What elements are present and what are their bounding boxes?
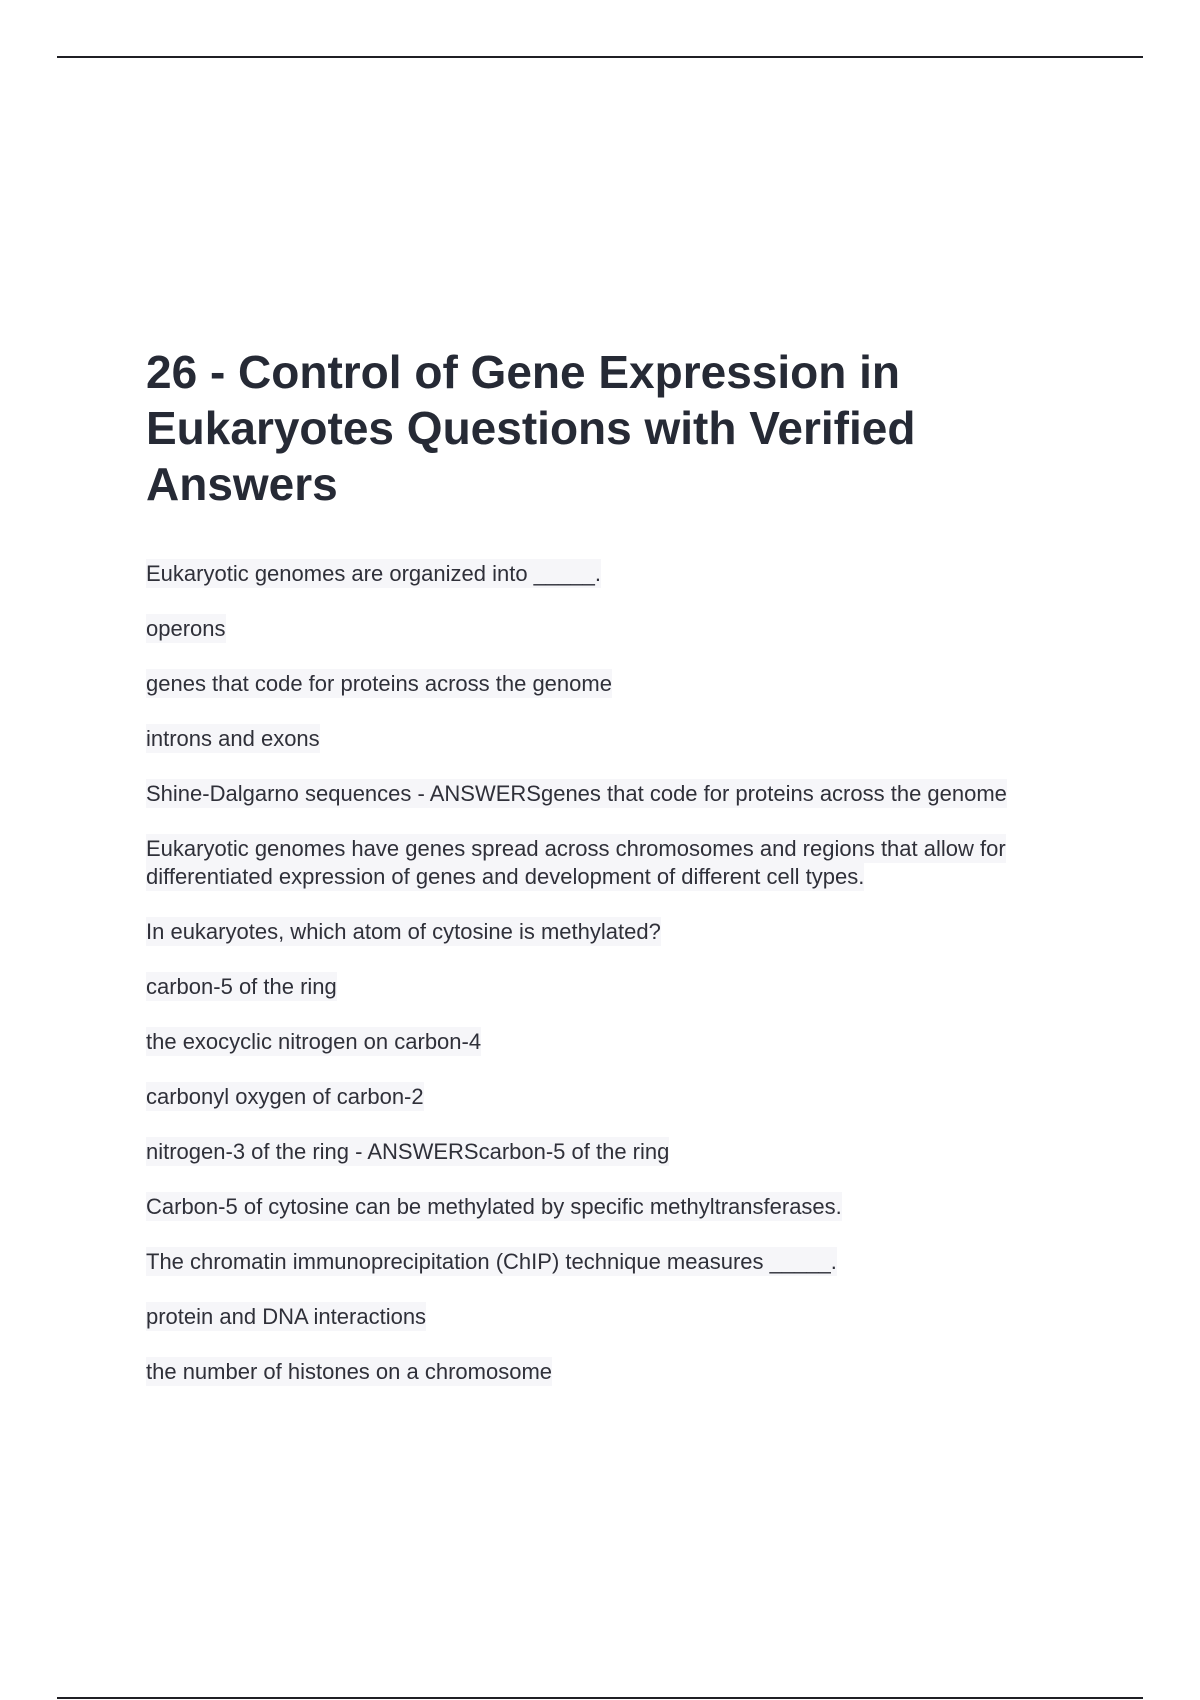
qa-line-text: carbon-5 of the ring	[146, 974, 337, 999]
qa-line-text: nitrogen-3 of the ring - ANSWERScarbon-5 of the ring	[146, 1139, 670, 1164]
qa-line	[146, 560, 1076, 588]
qa-line	[146, 973, 1076, 1001]
qa-line-text: the number of histones on a chromosome	[146, 1359, 553, 1384]
document-body	[146, 344, 1076, 1413]
qa-line-text: Shine-Dalgarno sequences - ANSWERSgenes that code for proteins across the genome	[146, 781, 1007, 806]
qa-line	[146, 670, 1076, 698]
qa-line	[146, 725, 1076, 753]
qa-line-text: operons	[146, 616, 226, 641]
qa-line	[146, 1193, 1076, 1221]
qa-line	[146, 835, 1076, 891]
qa-line-text: introns and exons	[146, 726, 320, 751]
qa-line	[146, 1303, 1076, 1331]
qa-line-text: the exocyclic nitrogen on carbon-4	[146, 1029, 482, 1054]
qa-line-text: protein and DNA interactions	[146, 1304, 427, 1329]
qa-line-text: In eukaryotes, which atom of cytosine is methylated?	[146, 919, 661, 944]
qa-line-text: carbonyl oxygen of carbon-2	[146, 1084, 424, 1109]
qa-line	[146, 1138, 1076, 1166]
qa-line	[146, 780, 1076, 808]
qa-line	[146, 1358, 1076, 1386]
qa-line-text: Eukaryotic genomes have genes spread across chromosomes and regions that allow for differentiated expression of genes and development of different cell types.	[146, 836, 1006, 889]
document-title: 26 - Control of Gene Expression in Eukaryotes Questions with Verified Answers	[146, 346, 916, 510]
qa-line-text: The chromatin immunoprecipitation (ChIP) technique measures _____.	[146, 1249, 837, 1274]
qa-line	[146, 1028, 1076, 1056]
bottom-rule	[57, 1697, 1143, 1699]
qa-list	[146, 560, 1076, 1386]
qa-line-text: Carbon-5 of cytosine can be methylated by specific methyltransferases.	[146, 1194, 842, 1219]
top-rule	[57, 56, 1143, 58]
qa-line-text: Eukaryotic genomes are organized into _____.	[146, 561, 601, 586]
qa-line	[146, 615, 1076, 643]
qa-line	[146, 918, 1076, 946]
qa-line	[146, 1248, 1076, 1276]
qa-line-text: genes that code for proteins across the genome	[146, 671, 612, 696]
qa-line	[146, 1083, 1076, 1111]
